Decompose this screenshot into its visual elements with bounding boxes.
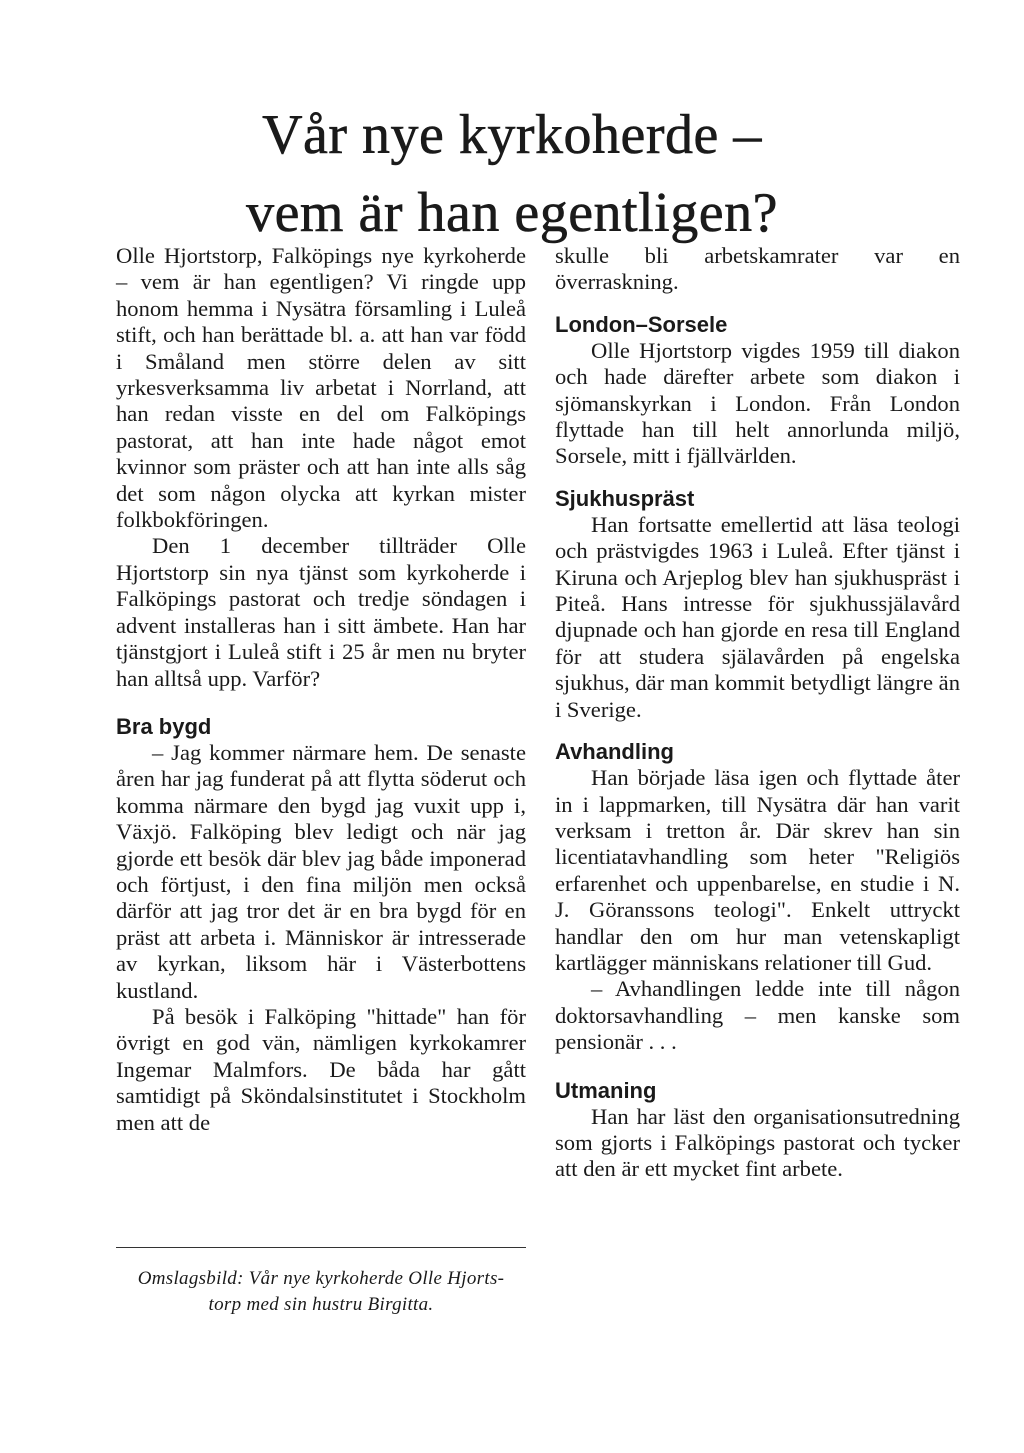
caption-line-2: torp med sin hustru Birgitta. [208, 1294, 434, 1315]
right-column [555, 243, 960, 1183]
cover-photo-caption [116, 1266, 526, 1318]
continuation-paragraph: skulle bli arbetskamrater var en överraskning. [555, 243, 960, 295]
body-paragraph: – Avhandlingen ledde inte till någon doktorsavhandling – men kanske som pensionär . . . [555, 976, 960, 1055]
body-paragraph: Han började läsa igen och flyttade åter in i lappmarken, till Nysätra där han varit verksam i tretton år. Där skrev han sin licentiatavhandling som heter "Religiös erfarenhet och uppenbarelse, en studie i N. J. Göranssons teologi". Enkelt uttryckt handlar den om hur man vetenskapligt kartlägger människans relationer till Gud. [555, 765, 960, 975]
body-paragraph: Den 1 december tillträder Olle Hjortstorp sin nya tjänst som kyrkoherde i Falköpings pastorat och tredje söndagen i advent installeras han i sitt ämbete. Han har tjänstgjort i Luleå stift i 25 år men nu bryter han alltså upp. Varför? [116, 533, 526, 691]
headline-line-1: Vår nye kyrkoherde – [262, 104, 762, 166]
headline-line-2: vem är han egentligen? [246, 182, 778, 244]
caption-divider [116, 1247, 526, 1248]
body-paragraph: Olle Hjortstorp vigdes 1959 till diakon och hade därefter arbete som diakon i sjömanskyrkan i London. Från London flyttade han till helt annorlunda miljö, Sorsele, mitt i fjällvärlden. [555, 337, 960, 469]
headline [140, 96, 884, 252]
subheading-utmaning: Utmaning [555, 1077, 657, 1103]
caption-line-1: Omslagsbild: Vår nye kyrkoherde Olle Hjorts- [137, 1268, 505, 1289]
body-paragraph: – Jag kommer närmare hem. De senaste åren har jag funderat på att flytta söderut och komma närmare den bygd jag vuxit upp i, Växjö. Falköping blev ledigt och när jag gjorde ett besök där blev jag både imponerad och förtjust, i den fina miljön men också därför att jag tror det är en bra bygd för en präst att arbeta i. Människor är intresserade av kyrkan, liksom här i Västerbottens kustland. [116, 739, 526, 1003]
subheading-avhandling: Avhandling [555, 739, 674, 765]
subheading-sjukhuspraest: Sjukhuspräst [555, 485, 695, 511]
body-paragraph: Han fortsatte emellertid att läsa teologi och prästvigdes 1963 i Luleå. Efter tjänst i Kiruna och Arjeplog blev han sjukhuspräst i Piteå. Hans intresse för sjukhussjälavård djupnade och han gjorde en resa till England för att studera själavården på engelska sjukhus, där man kommit betydligt längre än i Sverige. [555, 511, 960, 722]
body-paragraph: På besök i Falköping "hittade" han för övrigt en god vän, nämligen kyrkokamrer Ingemar Malmfors. De båda har gått samtidigt på Sköndalsinstitutet i Stockholm men att de [116, 1003, 526, 1135]
body-paragraph: Han har läst den organisationsutredning som gjorts i Falköpings pastorat och tycker att den är ett mycket fint arbete. [555, 1103, 960, 1182]
subheading-bra-bygd: Bra bygd [116, 713, 212, 739]
intro-paragraph: Olle Hjortstorp, Falköpings nye kyrkoherde – vem är han egentligen? Vi ringde upp honom hemma i Nysätra församling i Luleå stift, och han berättade bl. a. att han var född i Småland men större delen av sitt yrkesverksamma liv arbetat i Norrland, att han redan visste en del om Falköpings pastorat, att han inte hade något emot kvinnor som präster och att han inte alls såg det som någon olycka att kyrkan mister folkbokföringen. [116, 243, 526, 533]
left-column [116, 243, 526, 1136]
subheading-london-sorsele: London–Sorsele [555, 311, 728, 337]
